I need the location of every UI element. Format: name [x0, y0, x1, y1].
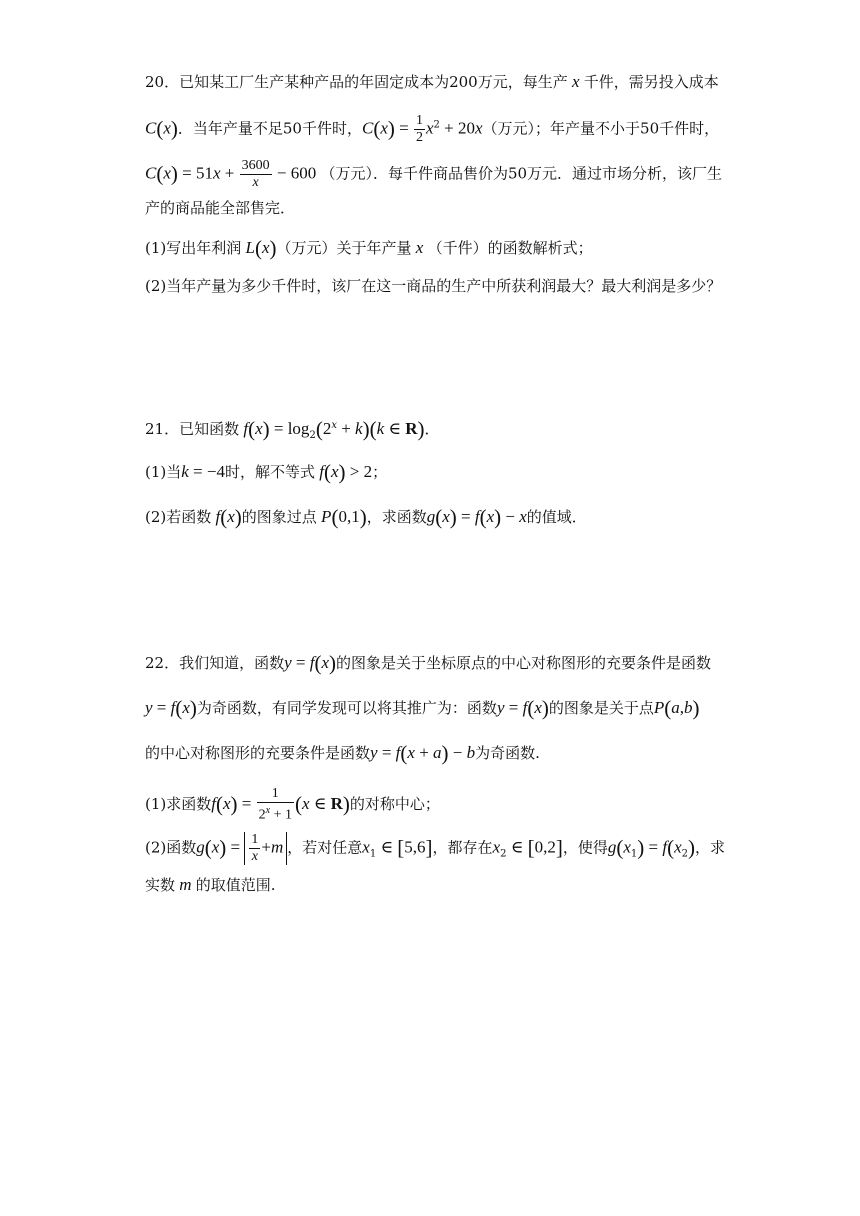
q22-part2: (2)函数g(x) = $\frac{1}{x}$ +m ，若对任意$x_1$ ∈ [5,6]，都存在$x_2$ ∈ [0,2]，使得$g(x_1) = f(x_2)$，求 [145, 832, 726, 864]
q20-line4: 产的商品能全部售完． [145, 199, 296, 217]
q20-line1: 20．已知某工厂生产某种产品的年固定成本为200万元，每生产 x 千件，需另投入成本 [145, 72, 719, 91]
q20-line2: C(x)．当年产量不足50千件时，C(x) = $\frac{1}{2}$ $x^2 + 20x$（万元）；年产量不小于50千件时， [145, 113, 720, 145]
q22-part1: (1)求函数f(x) = $\frac{1}{2^x + 1}$ (x ∈ R)的对称中心； [145, 786, 440, 823]
q21-part1: (1)当k = −4时，解不等式 f(x) > 2； [145, 460, 388, 484]
q21-line1: 21．已知函数 $f(x) = \log_2(2^x + k)(k$ ∈ R)． [145, 417, 440, 441]
q21-part2: (2)若函数 f(x)的图象过点 P(0,1)，求函数g(x) = f(x) − x的值域． [145, 505, 587, 529]
q22-line1: 22．我们知道，函数y = f(x)的图象是关于坐标原点的中心对称图形的充要条件是函数 [145, 651, 712, 675]
q20-line3: C(x) = 51x + $\frac{3600}{x}$ − 600 （万元）．每千件商品售价为50万元．通过市场分析，该厂生 [145, 158, 723, 190]
q22-line2: y = f(x)为奇函数，有同学发现可以将其推广为：函数y = f(x)的图象是关于点P(a,b) [145, 696, 700, 720]
q20-part2: (2)当年产量为多少千件时，该厂在这一商品的生产中所获利润最大？最大利润是多少？ [145, 277, 722, 295]
q22-part2-cont: 实数 m 的取值范围. [145, 875, 276, 894]
q22-line3: 的中心对称图形的充要条件是函数y = f(x + a) − b为奇函数. [145, 741, 540, 765]
q20-part1: (1)写出年利润 L(x)（万元）关于年产量 x （千件）的函数解析式； [145, 236, 593, 260]
